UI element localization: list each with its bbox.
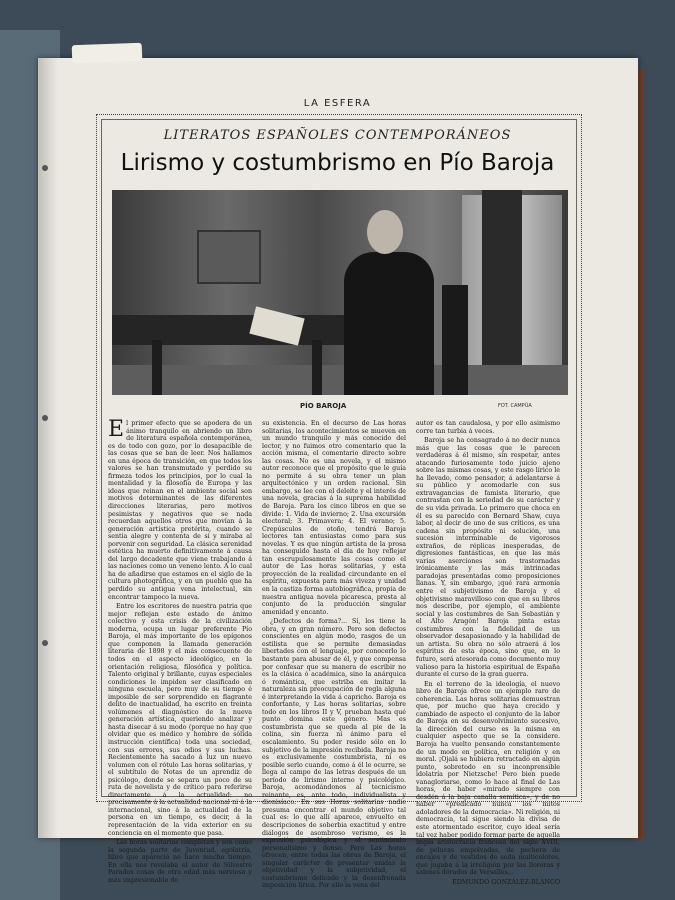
paragraph: Baroja se ha consagrado á no decir nunca más que las cosas que le parecen verdaderas á él mismo, sin respetar, antes atacando furiosamente todo juicio ajeno sobre las mismas cosas, y este rasgo lírico le ha llevado, como pensador, á adelantarse á su público y acomodarle con sus extravagancias de famista literario, que contrastan con la seriedad de su carácter y de su vida privada. Lo primero que choca en él es su parecido con Bernard Shaw, cuya labor, al decir de uno de sus críticos, es una cadena sin propósito ni solución, una sucesión interminable de vigorosos extraños, de réplicas inesperadas, de digresiones fantásticas, en que las más varias aserciones son trastornadas irónicamente y las más intrincadas paradojas presentadas como proposiciones llanas. Y, sin embargo, ¡qué rara armonía entre el subjetivismo de Baroja y el objetivismo maravilloso con que en su libros nos describe, por ejemplo, el ambiente social y las costumbres de San Sebastián y el Alto Aragón! Baroja pinta estas costumbres con la fidelidad de un observador desapasionado y la habilidad de un artista. Su obra no sólo atraerá á los espíritus de esta época, sino que, en lo futuro, será atesorada como documento muy valioso para la historia espiritual de España durante el curso de la gran guerra. bbox=[416, 437, 560, 679]
paragraph: Entre los escritores de nuestra patria que mejor reflejan este estado de ánimo colectivo y esta crisis de la civilización moderna, ocupa un lugar preferente Pío Baroja, el más importante de los epígonos que componen la llamada generación literaria de 1898 y el más consecuente de todos en el aspecto ideológico, en la orientación religiosa, filosófica y política. Talento original y brillante, cuyas especiales condiciones le impiden ser clasificado en ninguna escuela, pero muy de su tiempo é imposible de ser sorprendido en flagrante delito de inactualidad, ha escrito en treinta volúmenes el diagnóstico de la nueva generación artística, queriendo analizar y hasta disecar á su modo (porque no hay que olvidar que es médico y hombre de sólida instrucción científica) toda una sociedad, con sus errores, sus odios y sus luchas. Recientemente ha sacado á luz un nuevo volumen con el rótulo Las horas solitarias, y el subtítulo de Notas de un aprendiz de psicólogo, donde se separa un poco de su ruta de novelista y de crítico para referirse directamente á la actualidad: no precisamente á la actualidad nacional ni á la internacional, sino á la actualidad de la persona en un tiempo, es decir, á la representación de la vida exterior en su conciencia en el momento que pasa. bbox=[108, 603, 252, 837]
paragraph: Las horas solitarias completan y son como la segunda parte de Juventud, egolatría, libro que apareció no hace mucho tiempo. En ella nos revelaba el autor de Silvestre Paradox cosas de otra edad más nerviosa y más impresionable de bbox=[108, 839, 252, 884]
binding-hole bbox=[42, 415, 48, 421]
text-column-1 bbox=[108, 417, 252, 886]
article-title: Lirismo y costumbrismo en Pío Baroja bbox=[120, 150, 555, 176]
paragraph: autor es tan caudalosa, y por ello asimismo corre tan turbia á veces. bbox=[416, 420, 560, 435]
paper-tab bbox=[72, 43, 143, 63]
author-photograph bbox=[112, 190, 568, 395]
text-column-2 bbox=[262, 420, 406, 892]
paragraph: En el terreno de la ideología, el nuevo libro de Baroja ofrece un ejemplo raro de coherencia. Las horas solitarias demuestran que, por mucho que haya crecido y cambiado de aspecto el conjunto de la labor de Baroja en su desenvolvimiento sucesivo, la dirección del curso es la misma en cualquier aspecto que se la considere. Baroja ha vuelto pensando constantemente de un modo en política, en religión y en moral. ¡Ojalá se hubiera retractado en algún punto, sobretodo en su inconprensible idolatría por Nietzsche! Pero bien puede vanagloriarse, como lo hace al final de Las horas, de haber «mirado siempre con desdén á la baja canalla semítica», y de no haber «predicado nunca los mitos adoladores de la democracia». Ni religión, ni democracia, tal sigue siendo la divisa de este atormentado escritor, cuyo ideal sería tal vez haber podido formar parte de aquella impía aristocracia francesa del siglo XVIII, de pelucas empolvadas, de pechera de encajes y de vestidos de seda multicolores, que jugaba á la irreligión por las lloreras y salones dorados de Versalles... bbox=[416, 680, 560, 877]
series-title: LITERATOS ESPAÑOLES CONTEMPORÁNEOS bbox=[163, 128, 512, 143]
paragraph: ¿Defectos de forma?... Sí, los tiene la obra, y en gran número. Pero son defectos conscientes en algún modo, rasgos de un estilista que se permite demasiadas libertades con el lenguaje, por conocerlo lo bastante para abusar de él, y que compensa por confesar que su manera de escribir no es la clásica ó académica, sino la anárquica ó romántica, que estriba en imitar la naturaleza sin preocupación de regla alguna é interpretando la vida á capricho. Baroja es confortante, y Las horas solitarias, sobre todo en los libros II y V, prueban hasta qué punto domina este género. Mas es costumbrista que se queda al pie de la colina, sin fuerza ni ánimo para el escalamiento. Su poder reside sólo en lo subjetivo de la impresión recibida. Baroja no es exclusivamente costumbrista, ni es posible serlo cuando, como á él le ocurre, se llega al campo de las letras después de un período de lirismo interno y psicológico. Baroja, acomodándonos al tecnicismo reinante, es, ante todo, individualista y dionisíaco. En sus Horas solitarias nadie presuma encontrar el mundo objetivo tal cual es: lo que allí aparece, envuelto en descripciones de soberbia exactitud y entre diálogos de asombroso verismo, es la expresión psicológica y el sentimiento personalísimo y denso. Pero Las horas ofrecen, entre todas las obras de Baroja, el singular carácter de presentar unidas la objetividad y la subjetividad, el costumbrismo delicado y la desenfrenada imposición lírica. Por ello la vena del bbox=[262, 618, 406, 890]
binding-hole bbox=[42, 640, 48, 646]
text-column-3 bbox=[416, 420, 560, 886]
paragraph: l primer efecto que se apodera de un ánimo tranquilo en abriendo un libro de literatura española contemporánea, es de todo con gozo, por lo desapacible de las cosas que se ban de leer. Nos hallamos en una época de transición, en que todos los valores se han transmutado y perdido su firmeza todos los principios, por lo cual la mentalidad y la filosofía de Europa y las ideas que reinan en el ambiente social son motivos determinantes de las diferentes direcciones literarias, pero motivos pesimistas y negativos que se nada recuerdan aquellos otros que movían á la generación artística pretérita, cuando se sentía alegre y contenta de sí y miraba al porvenir con seguridad. La clásica serenidad estética ha muerto definitivamente á causa del largo decadente que viene trabajando á las naciones como un veneno lento. A lo cual ha de añadirse que estamos en el siglo de la cultura photográfica, y en un pueblo que ha perdido su antigua vena intelectual, sin encontrar tampoco la nueva. bbox=[108, 420, 252, 601]
author-signature: EDMUNDO GONZÁLEZ-BLANCO bbox=[452, 878, 560, 886]
paragraph: su existencia. En el decurso de Las horas solitarias, los acontecimientos se mueven en un mundo tranquilo y más conocido del lector, y no fuimos otro comentario que la acción misma, el comentario directo sobre las cosas. No es una novela, y el mismo autor reconoce que el propósito que le guía no permite á su obra tener un plan arquitectónico y un orden racional. Sin embargo, se lee con el deleite y el interés de una novela, gracias á la suprema habilidad de Baroja. Para los cinco libros en que se divide: 1. Vida de invierno; 2. Una excursión electoral; 3. Primavera; 4. El verano; 5. Crepúsculos de otoño, tendrá Baroja lectores tan entusiastas como para sus novelas. Y es que ningún artista de la prosa ha conseguido hasta el día de hoy reflejar tan escrupulosamente las cosas como el autor de Las horas solitarias, y esta proyección de la realidad circundante en el espíritu, expuesta para más viveza y unidad en la castiza forma autobiográfica, propia de nuestra antigua novela picaresca, presta al conjunto de la producción singular amenidad y encanto. bbox=[262, 420, 406, 616]
running-head: LA ESFERA bbox=[303, 98, 372, 109]
photo-caption: PÍO BAROJA bbox=[300, 402, 347, 410]
drop-cap: E bbox=[108, 417, 125, 442]
photo-credit: FOT. CAMPÚA bbox=[498, 403, 532, 409]
